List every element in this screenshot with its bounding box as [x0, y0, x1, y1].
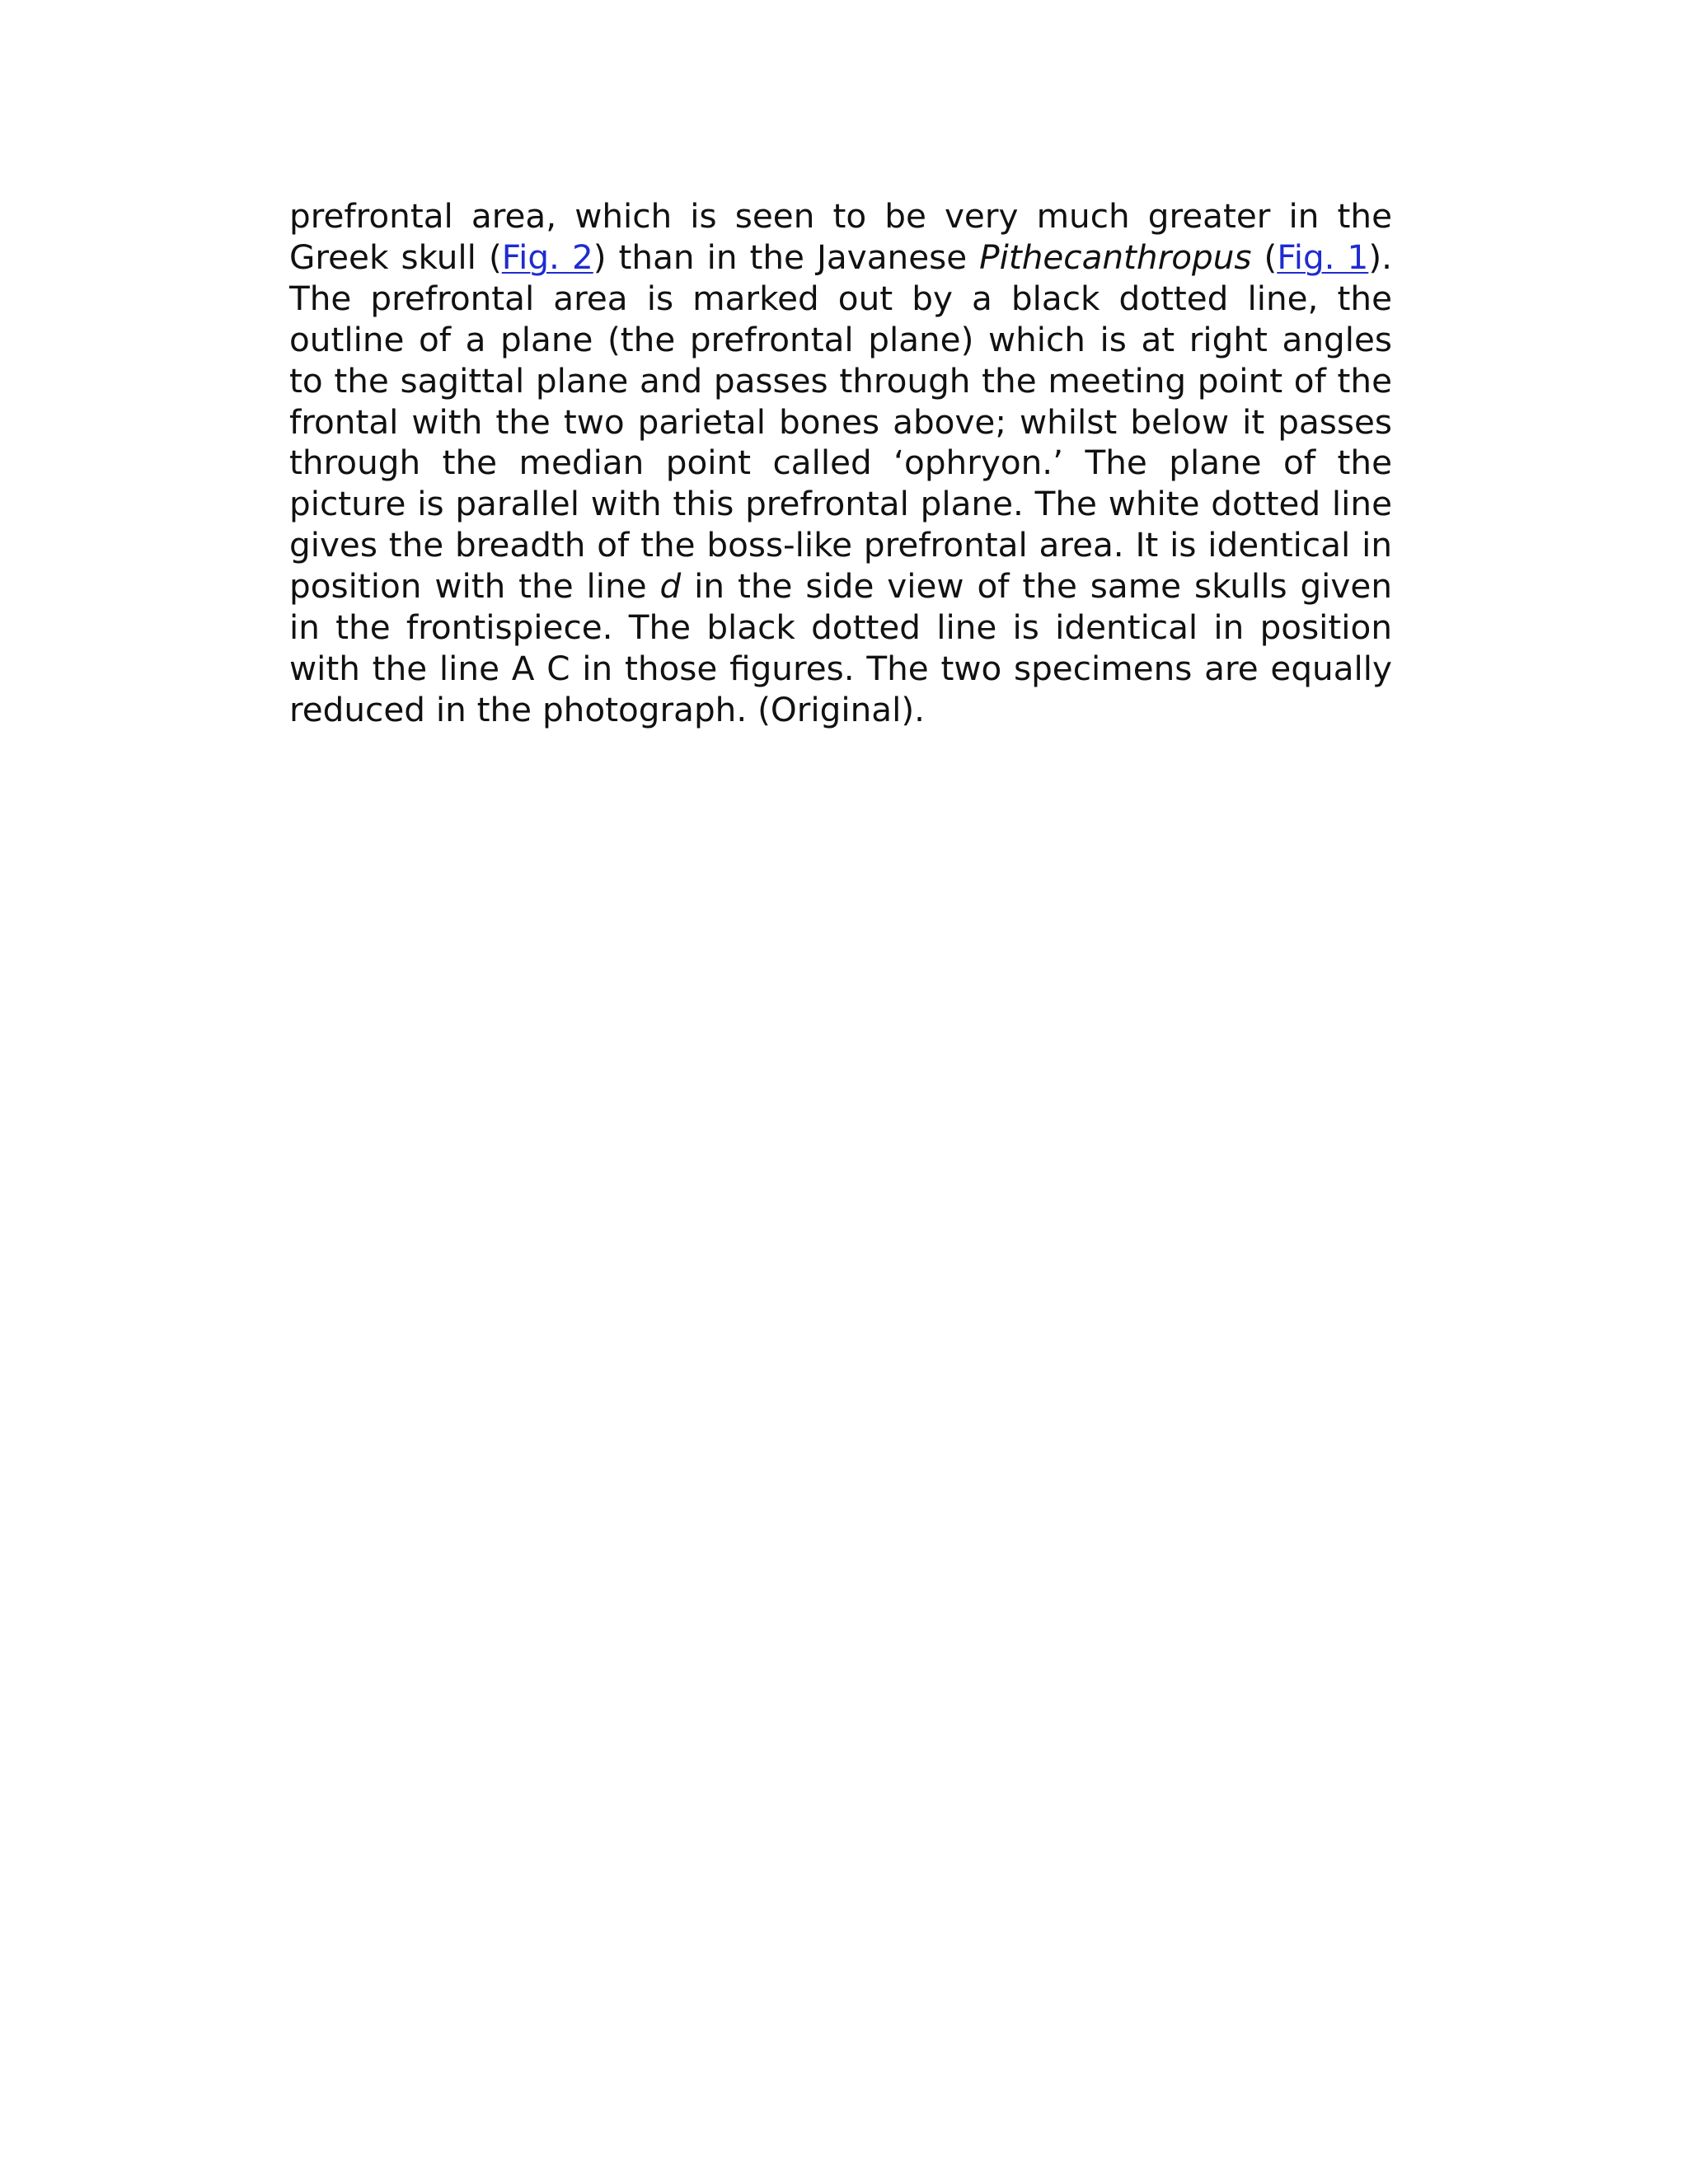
- italic-pithecanthropus: Pithecanthropus: [979, 237, 1252, 277]
- paragraph-text-3: (: [1251, 237, 1278, 277]
- italic-d: d: [659, 566, 682, 607]
- fig-1-link[interactable]: Fig. 1: [1277, 237, 1369, 277]
- caption-paragraph: [289, 196, 1392, 731]
- paragraph-text-1: prefrontal area, which is seen to be very much greater in the Greek skull (: [289, 196, 1392, 277]
- paragraph-text-4: ). The prefrontal area is marked out by a black dotted line, the outline of a plane (the prefrontal plane) which is at right angles to the sagittal plane and passes through the meeting point of the frontal with the two parietal bones above; whilst below it passes through the median point called ‘ophryon.’ The plane of the picture is parallel with this prefrontal plane. The white dotted line gives the breadth of the boss-like prefrontal area. It is identical in position with the line: [289, 237, 1392, 607]
- fig-2-link[interactable]: Fig. 2: [501, 237, 593, 277]
- paragraph-text-5: in the side view of the same skulls given in the frontispiece. The black dotted line is identical in position with the line A C in those figures. The two specimens are equally reduced in the photograph. (Original).: [289, 566, 1392, 729]
- paragraph-text-2: ) than in the Javanese: [593, 237, 980, 277]
